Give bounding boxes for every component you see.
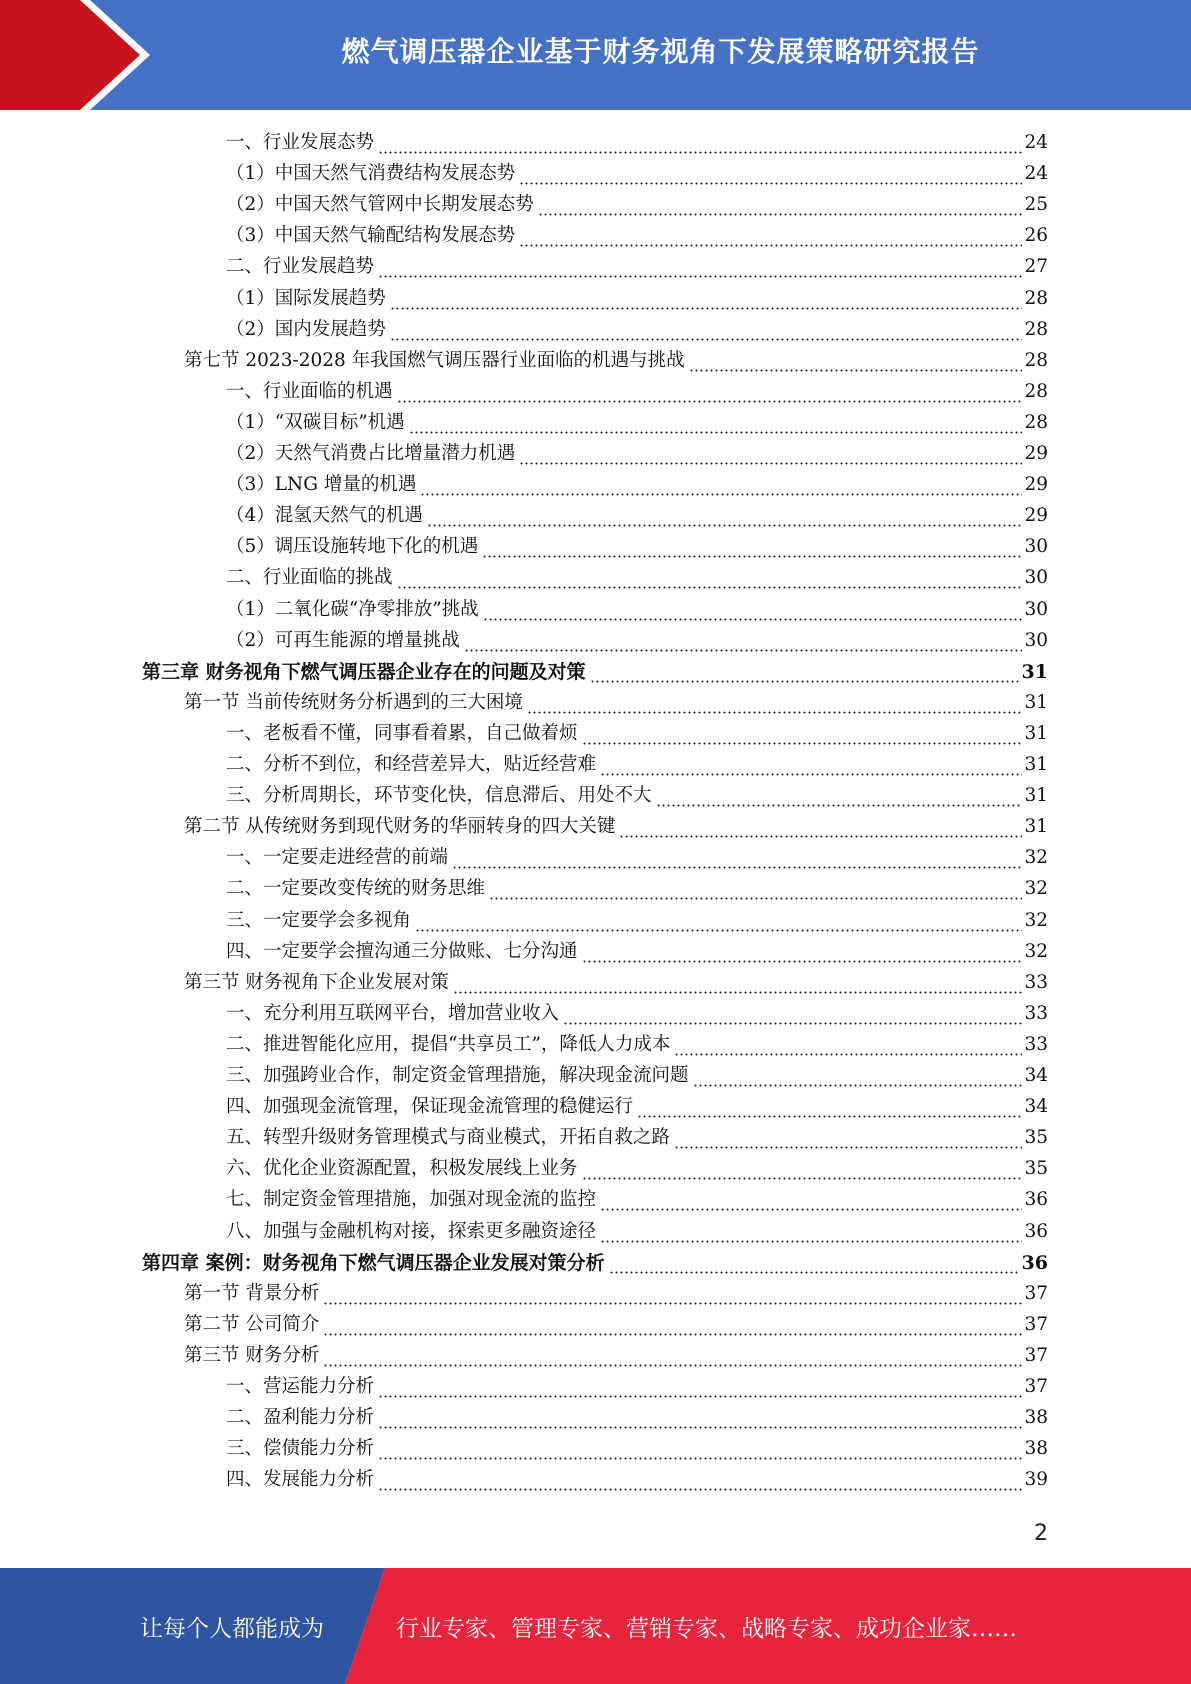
toc-entry-title: （1）国际发展趋势 xyxy=(226,287,386,309)
toc-entry-page: 30 xyxy=(1024,536,1048,558)
toc-dot-leader xyxy=(452,845,1022,869)
toc-entry[interactable] xyxy=(0,1309,1048,1340)
toc-dot-leader xyxy=(519,161,1022,185)
header-bar xyxy=(0,0,1191,110)
toc-entry-title: 二、行业发展趋势 xyxy=(226,256,375,278)
toc-dot-leader xyxy=(689,348,1023,372)
toc-entry[interactable] xyxy=(0,873,1048,904)
toc-entry[interactable] xyxy=(0,998,1048,1029)
toc-entry-title: （3）中国天然气输配结构发展态势 xyxy=(226,225,516,247)
toc-entry-title: （2）天然气消费占比增量潜力机遇 xyxy=(226,443,516,464)
toc-dot-leader xyxy=(600,752,1022,776)
toc-entry-title: 一、行业面临的机遇 xyxy=(226,380,393,402)
toc-entry[interactable] xyxy=(0,1153,1048,1184)
toc-entry[interactable] xyxy=(0,936,1048,967)
toc-entry-page: 34 xyxy=(1024,1096,1048,1118)
toc-entry[interactable] xyxy=(0,1464,1048,1495)
toc-dot-leader xyxy=(489,876,1022,900)
toc-entry-page: 32 xyxy=(1024,940,1048,962)
toc-entry-page: 29 xyxy=(1024,505,1048,527)
toc-dot-leader xyxy=(323,1281,1022,1305)
toc-dot-leader xyxy=(519,223,1022,247)
toc-entry[interactable] xyxy=(0,1060,1048,1091)
toc-dot-leader xyxy=(693,1063,1023,1087)
toc-dot-leader xyxy=(378,1436,1022,1460)
toc-entry-page: 29 xyxy=(1024,474,1048,496)
toc-entry-page: 31 xyxy=(1024,722,1048,744)
toc-entry-title: 第三节 财务分析 xyxy=(184,1344,320,1366)
toc-dot-leader xyxy=(415,908,1022,932)
toc-dot-leader xyxy=(427,503,1023,527)
toc-entry-title: （4）混氢天然气的机遇 xyxy=(226,505,423,527)
toc-entry[interactable] xyxy=(0,283,1048,314)
toc-entry[interactable] xyxy=(0,1433,1048,1464)
toc-dot-leader xyxy=(397,379,1023,403)
toc-entry[interactable] xyxy=(0,1247,1048,1278)
toc-entry-title: 第三节 财务视角下企业发展对策 xyxy=(184,971,449,993)
toc-entry[interactable] xyxy=(0,1371,1048,1402)
toc-entry-page: 33 xyxy=(1024,971,1048,993)
toc-entry-title: 一、营运能力分析 xyxy=(226,1376,375,1397)
toc-dot-leader xyxy=(390,317,1023,341)
toc-entry[interactable] xyxy=(0,967,1048,998)
toc-entry[interactable] xyxy=(0,1091,1048,1122)
toc-entry-title: 第一节 当前传统财务分析遇到的三大困境 xyxy=(184,691,523,713)
toc-entry[interactable] xyxy=(0,562,1048,593)
toc-entry-page: 30 xyxy=(1024,598,1048,620)
toc-entry[interactable] xyxy=(0,1402,1048,1433)
toc-entry-title: 三、分析周期长，环节变化快，信息滞后、用处不大 xyxy=(226,785,652,807)
toc-entry[interactable] xyxy=(0,189,1048,220)
toc-dot-leader xyxy=(538,192,1023,216)
toc-entry-page: 24 xyxy=(1024,132,1048,153)
toc-entry-title: （5）调压设施转地下化的机遇 xyxy=(226,536,479,558)
toc-entry-title: （1）中国天然气消费结构发展态势 xyxy=(226,163,516,185)
toc-dot-leader xyxy=(656,783,1023,807)
toc-dot-leader xyxy=(563,1001,1022,1025)
toc-dot-leader xyxy=(323,1343,1022,1367)
toc-entry-page: 31 xyxy=(1024,785,1048,807)
toc-entry[interactable] xyxy=(0,749,1048,780)
toc-entry-title: 二、盈利能力分析 xyxy=(226,1407,375,1429)
toc-entry-page: 38 xyxy=(1024,1407,1048,1429)
toc-entry-page: 32 xyxy=(1024,878,1048,900)
toc-dot-leader xyxy=(600,1187,1022,1211)
toc-entry-title: 三、偿债能力分析 xyxy=(226,1438,375,1460)
toc-dot-leader xyxy=(464,628,1023,652)
document-title: 燃气调压器企业基于财务视角下发展策略研究报告 xyxy=(341,35,980,68)
toc-entry[interactable] xyxy=(0,127,1048,158)
toc-entry-page: 26 xyxy=(1024,225,1048,247)
toc-entry-title: （1）二氧化碳“净零排放”挑战 xyxy=(226,598,479,620)
toc-entry-title: 一、老板看不懂，同事看着累，自己做着烦 xyxy=(226,722,578,744)
toc-entry[interactable] xyxy=(0,687,1048,718)
toc-dot-leader xyxy=(397,565,1023,589)
toc-entry-title: 三、加强跨业合作，制定资金管理措施，解决现金流问题 xyxy=(226,1065,689,1086)
toc-entry-page: 28 xyxy=(1024,411,1048,433)
toc-entry[interactable] xyxy=(0,1184,1048,1215)
toc-entry-page: 38 xyxy=(1024,1438,1048,1460)
toc-entry-page: 37 xyxy=(1024,1344,1048,1366)
toc-dot-leader xyxy=(378,254,1022,278)
toc-entry-page: 32 xyxy=(1024,847,1048,869)
toc-entry[interactable] xyxy=(0,1216,1048,1247)
toc-dot-leader xyxy=(390,286,1023,310)
toc-entry[interactable] xyxy=(0,780,1048,811)
toc-entry[interactable] xyxy=(0,531,1048,562)
toc-entry-title: 四、发展能力分析 xyxy=(226,1469,375,1491)
toc-dot-leader xyxy=(674,1032,1022,1056)
toc-entry-page: 30 xyxy=(1024,567,1048,589)
toc-entry-page: 28 xyxy=(1024,318,1048,340)
toc-entry-page: 35 xyxy=(1024,1158,1048,1180)
toc-entry-title: 八、加强与金融机构对接，探索更多融资途径 xyxy=(226,1220,597,1242)
toc-entry-title: 第二节 从传统财务到现代财务的华丽转身的四大关键 xyxy=(184,816,616,838)
toc-entry-page: 37 xyxy=(1024,1282,1048,1304)
toc-entry-page: 30 xyxy=(1024,629,1048,651)
toc-entry-title: 第七节 2023-2028 年我国燃气调压器行业面临的机遇与挑战 xyxy=(184,349,685,371)
toc-entry-page: 33 xyxy=(1024,1033,1048,1055)
toc-entry[interactable] xyxy=(0,656,1048,687)
toc-entry[interactable] xyxy=(0,469,1048,500)
toc-entry-page: 28 xyxy=(1024,380,1048,402)
toc-dot-leader xyxy=(323,1312,1022,1336)
toc-dot-leader xyxy=(519,441,1022,465)
toc-entry-title: 一、一定要走进经营的前端 xyxy=(226,847,449,869)
toc-entry-title: 七、制定资金管理措施，加强对现金流的监控 xyxy=(226,1189,597,1211)
toc-entry-title: 二、行业面临的挑战 xyxy=(226,567,393,589)
toc-entry-page: 29 xyxy=(1024,443,1048,464)
toc-entry-page: 25 xyxy=(1024,194,1048,216)
toc-entry-title: 一、充分利用互联网平台，增加营业收入 xyxy=(226,1002,560,1024)
toc-dot-leader xyxy=(527,690,1023,714)
toc-entry-title: 二、一定要改变传统的财务思维 xyxy=(226,878,486,900)
toc-entry[interactable] xyxy=(0,251,1048,282)
footer-slogan-left: 让每个人都能成为 xyxy=(140,1615,324,1642)
toc-entry-title: 第二节 公司简介 xyxy=(184,1313,320,1335)
toc-entry-title: 第三章 财务视角下燃气调压器企业存在的问题及对策 xyxy=(142,660,586,683)
toc-entry[interactable] xyxy=(0,1029,1048,1060)
page-number: 2 xyxy=(1034,1521,1048,1546)
toc-dot-leader xyxy=(453,970,1023,994)
toc-entry-page: 31 xyxy=(1024,754,1048,775)
toc-dot-leader xyxy=(619,814,1022,838)
toc-dot-leader xyxy=(420,472,1022,496)
toc-entry-title: 三、一定要学会多视角 xyxy=(226,909,412,931)
toc-entry-page: 28 xyxy=(1024,349,1048,371)
toc-dot-leader xyxy=(483,597,1023,621)
toc-entry[interactable] xyxy=(0,1340,1048,1371)
toc-entry[interactable] xyxy=(0,158,1048,189)
toc-entry-title: 二、分析不到位，和经营差异大，贴近经营难 xyxy=(226,754,597,775)
toc-entry[interactable] xyxy=(0,625,1048,656)
toc-entry-page: 37 xyxy=(1024,1313,1048,1335)
toc-entry[interactable] xyxy=(0,1122,1048,1153)
toc-entry-title: 五、转型升级财务管理模式与商业模式，开拓自救之路 xyxy=(226,1127,671,1149)
toc-dot-leader xyxy=(378,1374,1022,1398)
toc-dot-leader xyxy=(600,1219,1022,1243)
toc-entry-page: 32 xyxy=(1024,909,1048,931)
toc-entry-page: 34 xyxy=(1024,1065,1048,1086)
toc-entry-page: 31 xyxy=(1024,816,1048,838)
toc-entry-title: 四、一定要学会擅沟通三分做账、七分沟通 xyxy=(226,940,578,962)
toc-dot-leader xyxy=(582,1156,1023,1180)
toc-dot-leader xyxy=(609,1250,1020,1274)
toc-entry-title: （2）国内发展趋势 xyxy=(226,318,386,340)
toc-dot-leader xyxy=(378,1467,1022,1491)
toc-entry[interactable] xyxy=(0,220,1048,251)
toc-entry-title: 四、加强现金流管理，保证现金流管理的稳健运行 xyxy=(226,1096,634,1118)
toc-entry-page: 39 xyxy=(1024,1469,1048,1491)
toc-dot-leader xyxy=(590,659,1020,683)
toc-entry-title: （1）“双碳目标”机遇 xyxy=(226,411,405,433)
toc-entry[interactable] xyxy=(0,811,1048,842)
toc-entry-title: （3）LNG 增量的机遇 xyxy=(226,474,417,496)
toc-entry[interactable] xyxy=(0,314,1048,345)
toc-entry-title: 一、行业发展态势 xyxy=(226,132,375,153)
toc-entry-page: 31 xyxy=(1021,660,1048,683)
toc-entry[interactable] xyxy=(0,718,1048,749)
toc-entry-title: （2）中国天然气管网中长期发展态势 xyxy=(226,194,534,216)
toc-dot-leader xyxy=(582,721,1023,745)
toc-entry-page: 33 xyxy=(1024,1002,1048,1024)
toc-entry[interactable] xyxy=(0,842,1048,873)
toc-entry-title: 六、优化企业资源配置，积极发展线上业务 xyxy=(226,1158,578,1180)
toc-entry-page: 36 xyxy=(1024,1189,1048,1211)
toc-entry-page: 27 xyxy=(1024,256,1048,278)
toc-entry-page: 36 xyxy=(1024,1220,1048,1242)
toc-dot-leader xyxy=(482,534,1022,558)
toc-dot-leader xyxy=(378,130,1022,154)
footer-banner xyxy=(0,1568,1191,1684)
toc-entry[interactable] xyxy=(0,500,1048,531)
toc-entry-title: （2）可再生能源的增量挑战 xyxy=(226,629,460,651)
toc-dot-leader xyxy=(637,1094,1022,1118)
toc-entry-title: 二、推进智能化应用，提倡“共享员工”，降低人力成本 xyxy=(226,1033,671,1055)
header-arrow-decoration xyxy=(0,0,150,110)
toc-entry-title: 第一节 背景分析 xyxy=(184,1282,320,1304)
toc-dot-leader xyxy=(582,939,1023,963)
toc-dot-leader xyxy=(409,410,1023,434)
footer-slogan-right: 行业专家、管理专家、营销专家、战略专家、成功企业家…… xyxy=(396,1615,1017,1642)
toc-entry-page: 36 xyxy=(1021,1251,1048,1274)
toc-dot-leader xyxy=(378,1405,1022,1429)
toc-entry[interactable] xyxy=(0,345,1048,376)
toc-entry[interactable] xyxy=(0,376,1048,407)
toc-entry[interactable] xyxy=(0,1278,1048,1309)
toc-entry-title: 第四章 案例：财务视角下燃气调压器企业发展对策分析 xyxy=(142,1251,605,1274)
toc-entry[interactable] xyxy=(0,594,1048,625)
toc-entry-page: 28 xyxy=(1024,287,1048,309)
toc-entry[interactable] xyxy=(0,905,1048,936)
toc-entry[interactable] xyxy=(0,438,1048,469)
toc-entry[interactable] xyxy=(0,407,1048,438)
toc-entry-page: 24 xyxy=(1024,163,1048,185)
toc-entry-page: 31 xyxy=(1024,691,1048,713)
toc-entry-page: 35 xyxy=(1024,1127,1048,1149)
toc-dot-leader xyxy=(674,1125,1022,1149)
toc-entry-page: 37 xyxy=(1024,1376,1048,1397)
